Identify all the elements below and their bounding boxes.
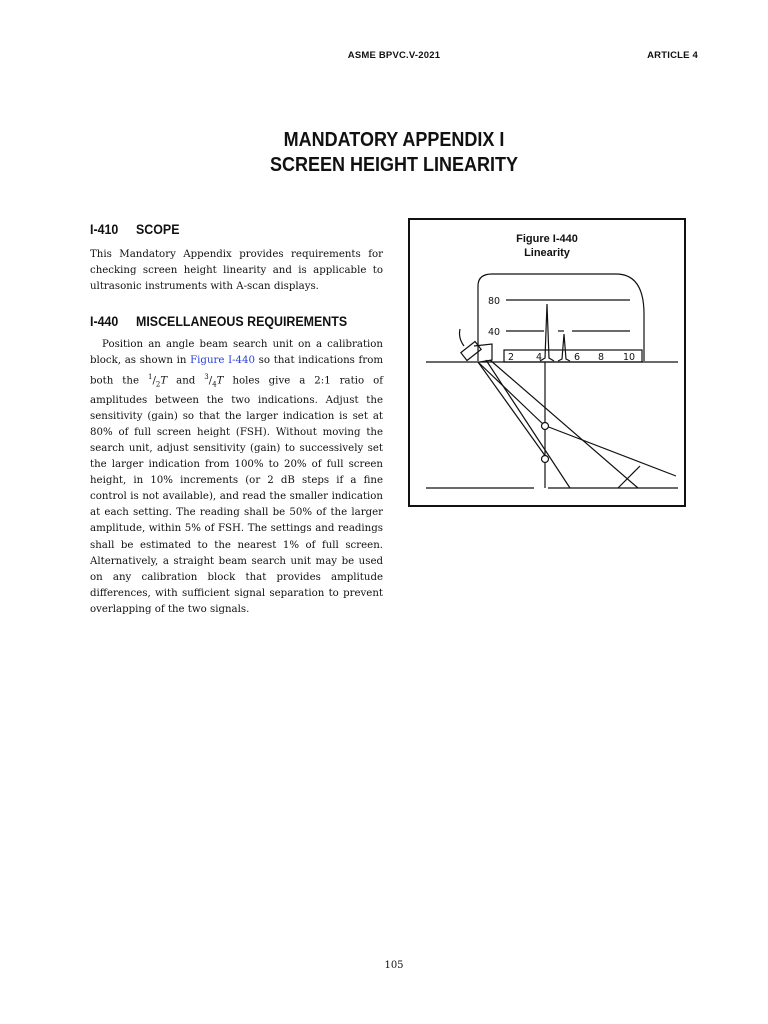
scale-bar xyxy=(504,350,642,362)
figure-link[interactable]: Figure I-440 xyxy=(190,355,255,367)
y-label-40: 40 xyxy=(488,327,501,338)
figure-number: Figure I-440 xyxy=(516,233,578,245)
screen-outline xyxy=(478,274,644,361)
y-label-80: 80 xyxy=(488,296,501,307)
beam-line-2 xyxy=(490,360,638,488)
scope-number: I-410 xyxy=(90,222,119,237)
scope-title: SCOPE xyxy=(136,222,180,237)
title-line-1: MANDATORY APPENDIX I xyxy=(283,129,505,151)
running-header: ASME BPVC.V-2021 xyxy=(347,50,441,61)
small-signal-peak xyxy=(558,334,570,361)
beam-line-1 xyxy=(486,360,570,488)
x-label-4: 4 xyxy=(536,352,543,363)
scope-paragraph: This Mandatory Appendix provides requirements for checking screen height linearity and is applicable to ultrasonic instruments with A-scan displays. xyxy=(90,249,383,293)
hole-three-quarter-t xyxy=(542,456,549,463)
article-label: ARTICLE 4 xyxy=(647,50,698,61)
beam-line-4 xyxy=(478,362,545,426)
hole-half-t xyxy=(542,423,549,430)
misc-title: MISCELLANEOUS REQUIREMENTS xyxy=(136,314,348,329)
beam-return xyxy=(618,466,640,488)
x-label-10: 10 xyxy=(623,352,636,363)
linearity-diagram xyxy=(408,218,686,507)
x-label-8: 8 xyxy=(598,352,605,363)
x-label-2: 2 xyxy=(508,352,515,363)
x-label-6: 6 xyxy=(574,352,581,363)
beam-reflect xyxy=(546,426,676,476)
search-unit-cable xyxy=(460,329,465,346)
scope-heading xyxy=(90,222,179,237)
beam-line-3 xyxy=(478,362,546,457)
title-line-2: SCREEN HEIGHT LINEARITY xyxy=(269,154,519,176)
misc-heading xyxy=(90,314,347,329)
figure-caption: Linearity xyxy=(524,247,570,259)
large-signal-peak xyxy=(540,304,554,361)
misc-number: I-440 xyxy=(90,314,119,329)
appendix-title xyxy=(39,128,748,178)
misc-paragraph: Position an angle beam search unit on a calibration block, as shown in Figure I-440 so that indications from both the $^1/_2T$ and $^3/_4T$ holes give a 2:1 ratio of amplitudes between the two indications. Adjust the sensitivity (gain) so that the larger indication is set at 80% of full screen height (FSH). Without moving the search unit, adjust sensitivity (gain) to successively set the larger indication from 100% to 20% of full screen height, in 10% increments (or 2 dB steps if a fine control is not available), and read the smaller indication at each setting. The reading shall be 50% of the larger amplitude, within 5% of FSH. The settings and readings shall be estimated to the nearest 1% of full screen. Alternatively, a straight beam search unit may be used on any calibration block that provides amplitude differences, with sufficient signal separation to prevent overlapping of the two signals. xyxy=(90,339,383,615)
page-number: 105 xyxy=(384,960,404,971)
